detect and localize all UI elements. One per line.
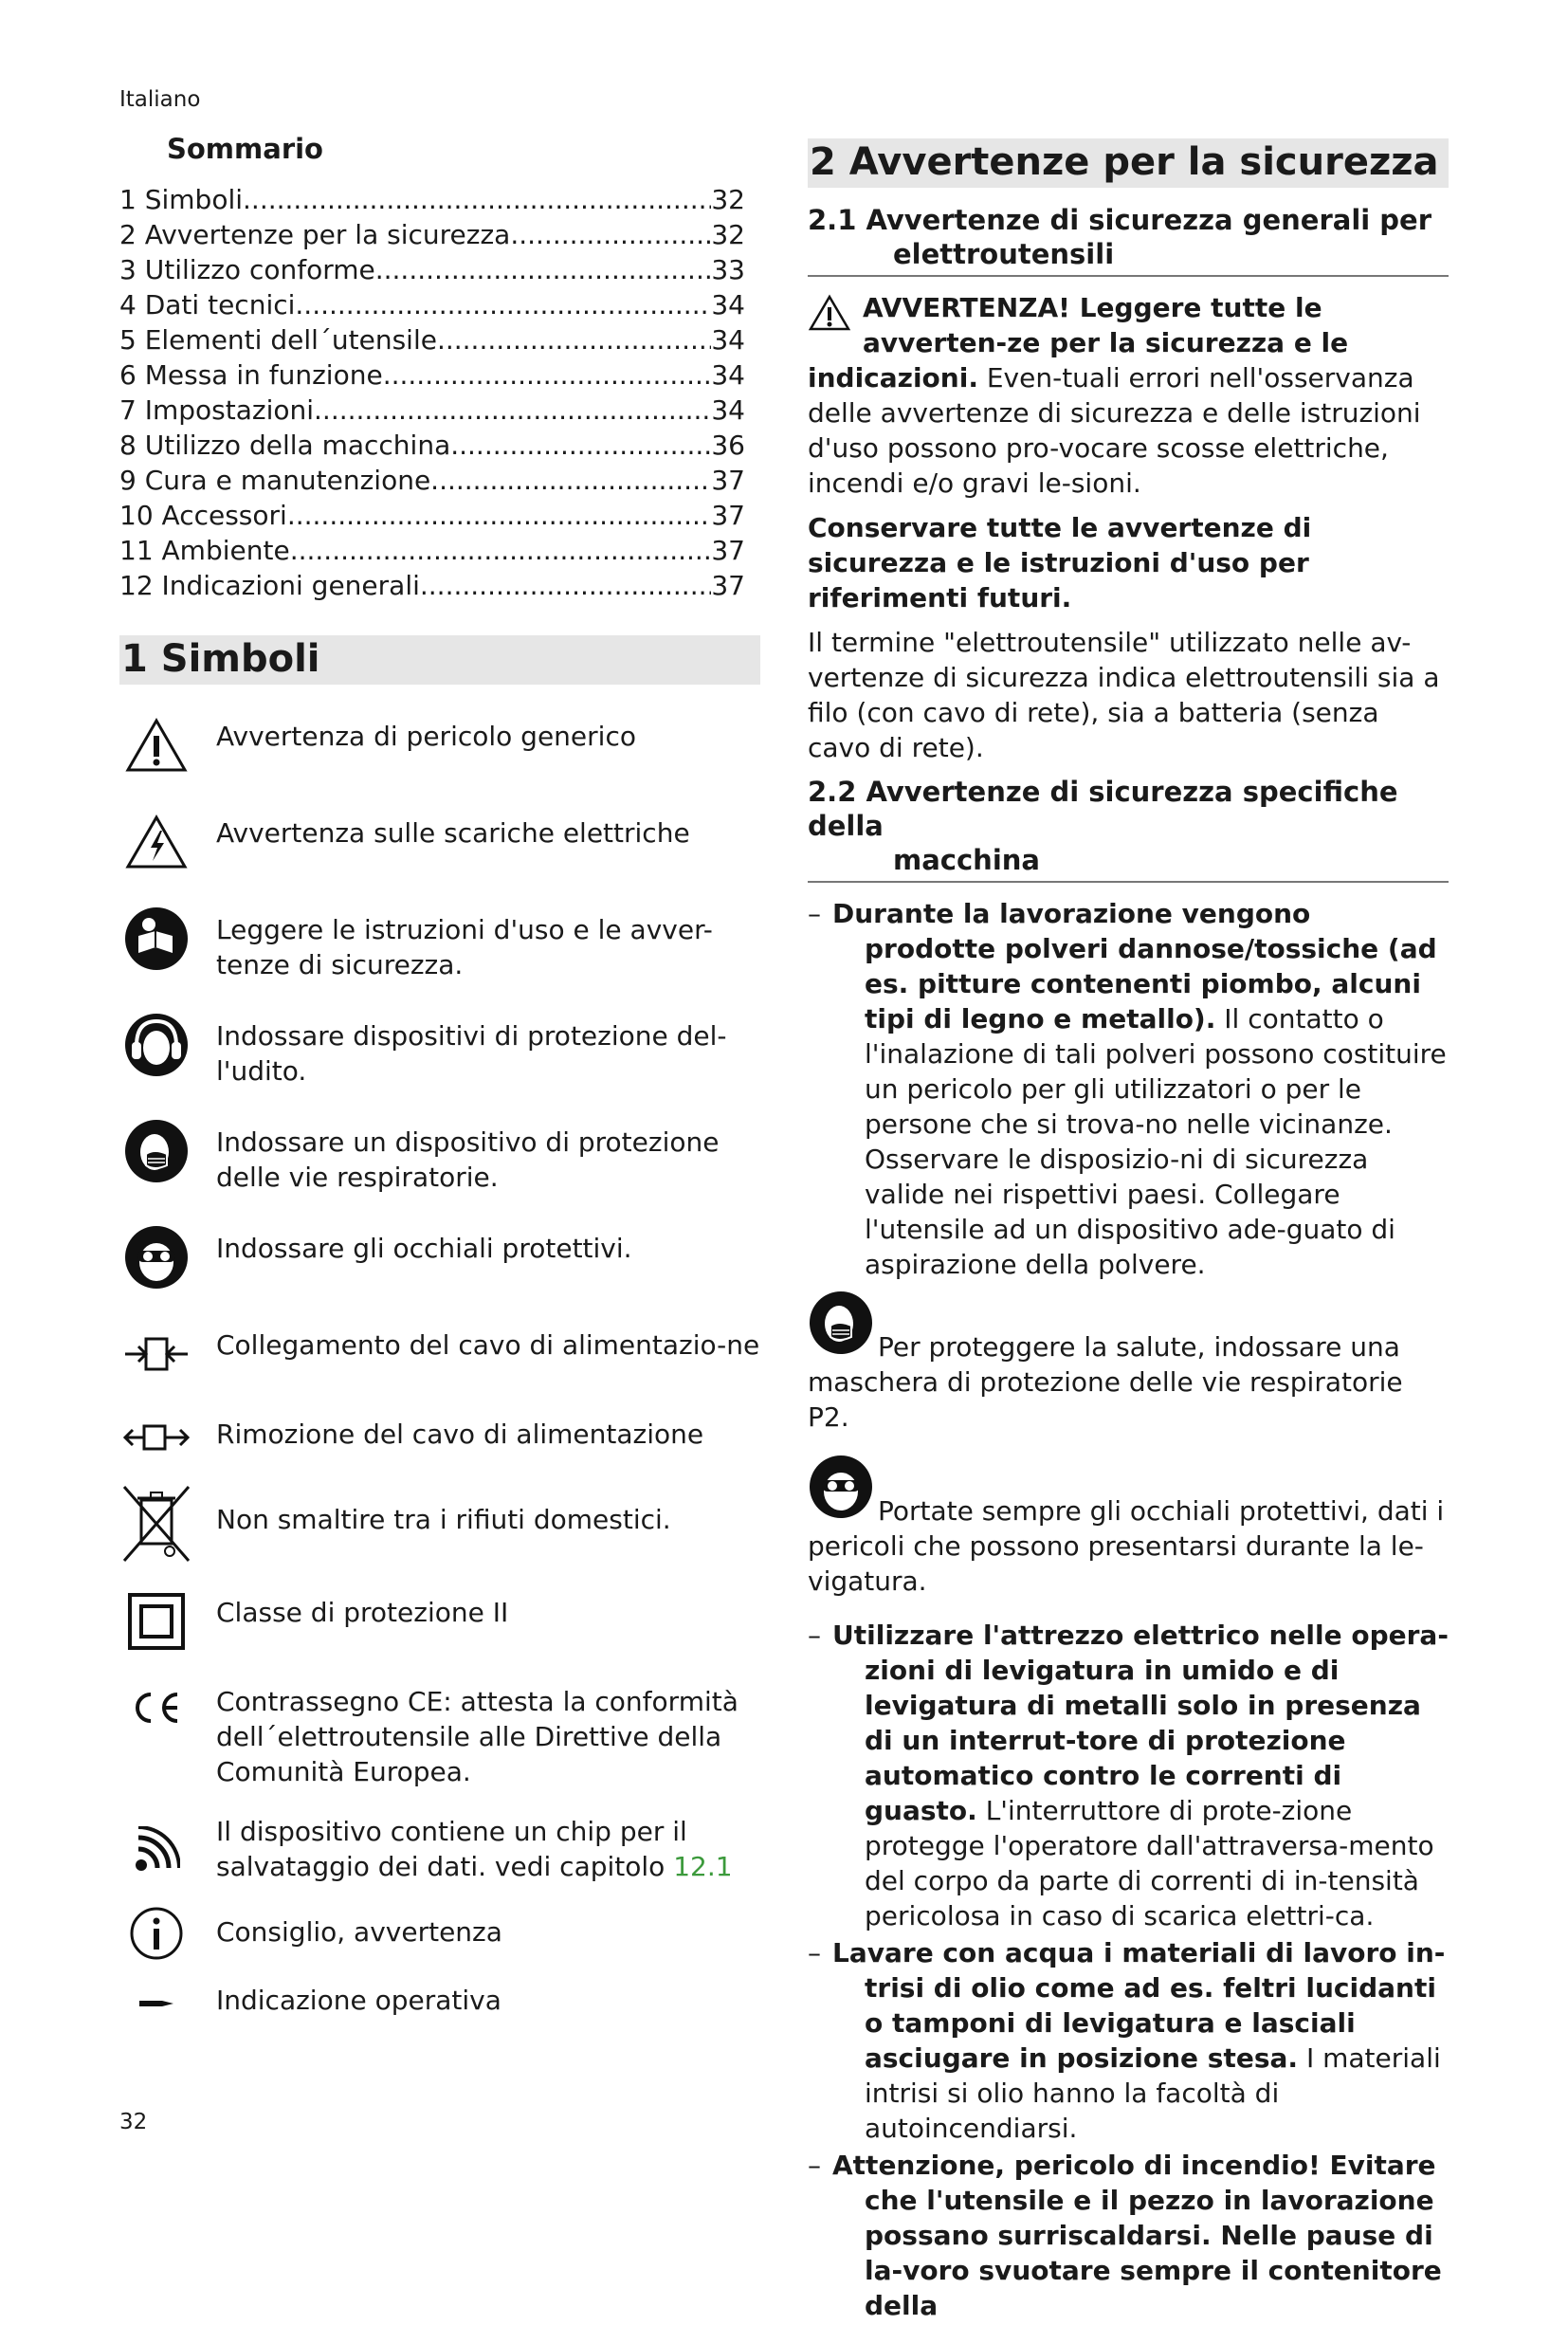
toc-entry-page: 37: [711, 570, 745, 601]
toc-entry-title: 4 Dati tecnici: [119, 289, 296, 320]
read-manual-icon: [119, 905, 193, 973]
symbol-row: [119, 1223, 760, 1291]
symbol-description: [216, 1814, 760, 1884]
symbol-row: [119, 1117, 760, 1195]
toc-entry[interactable]: [119, 217, 745, 252]
toc-leader-dots: [375, 252, 712, 287]
ce-mark-icon: [119, 1684, 193, 1731]
toc-leader-dots: [430, 463, 711, 498]
toc-leader-dots: [243, 182, 711, 217]
section-heading-safety: 2 Avvertenze per la sicurezza: [808, 138, 1449, 188]
symbols-list: [119, 711, 760, 2040]
toc-entry-page: 37: [711, 535, 745, 566]
toc-leader-dots: [420, 568, 711, 603]
symbol-row: [119, 1483, 760, 1565]
toc-leader-dots: [450, 428, 711, 463]
toc-entry-title: 2 Avvertenze per la sicurezza: [119, 219, 511, 250]
ear-protection-icon: [119, 1011, 193, 1079]
toc-entry[interactable]: [119, 568, 745, 603]
bullet-item: [808, 1618, 1449, 1933]
toc-entry-page: 34: [711, 394, 745, 426]
warning-bold-text: AVVERTENZA! Leggere tutte le avverten-ze per la sicurezza e le indicazioni.: [808, 292, 1349, 394]
toc-entry[interactable]: [119, 393, 745, 428]
mask-paragraph: [808, 1290, 1449, 1435]
electric-warning-icon: [119, 808, 193, 876]
toc-leader-dots: [383, 357, 712, 393]
symbol-row: [119, 1320, 760, 1388]
subsection-heading-general: [808, 203, 1449, 277]
symbol-description: Indossare dispositivi di protezione del-l'udito.: [216, 1020, 727, 1087]
toc-entry[interactable]: [119, 463, 745, 498]
respiratory-protection-icon: [119, 1117, 193, 1185]
toc-entry-page: 36: [711, 430, 745, 461]
bullet-bold-text: Utilizzare l'attrezzo elettrico nelle opera-zioni di levigatura in umido e di levigatura di metalli solo in presenza di un interrut-tore di protezione automatico contro le correnti di guasto.: [832, 1620, 1449, 1826]
toc-entry-title: 12 Indicazioni generali: [119, 570, 420, 601]
symbol-description: Indossare un dispositivo di protezione delle vie respiratorie.: [216, 1126, 720, 1193]
subsection-heading-machine: [808, 775, 1449, 883]
warning-paragraph: [808, 290, 1449, 501]
symbol-description: Classe di protezione II: [216, 1597, 509, 1628]
warning-triangle-icon: [808, 294, 851, 332]
bullet-dash: –: [808, 1620, 821, 1651]
toc-entry-title: 6 Messa in funzione: [119, 359, 383, 391]
toc-entry-title: 8 Utilizzo della macchina: [119, 430, 451, 461]
toc-entry-page: 32: [711, 219, 745, 250]
warning-text: Even-tuali errori nell'osservanza delle avvertenze di sicurezza e delle istruzioni d'uso possono pro-vocare scosse elettriche, incendi e/o gravi le-sioni.: [808, 362, 1421, 499]
toc-entry[interactable]: [119, 322, 745, 357]
symbol-row: [119, 1814, 760, 1886]
symbol-description: Consiglio, avvertenza: [216, 1916, 502, 1948]
toc-entry-title: 7 Impostazioni: [119, 394, 315, 426]
subsection-heading-line: 2.1 Avvertenze di sicurezza generali per: [808, 204, 1432, 236]
toc-entry-page: 33: [711, 254, 745, 285]
toc-entry-page: 37: [711, 465, 745, 496]
symbol-description: Indossare gli occhiali protettivi.: [216, 1233, 632, 1264]
left-column: [119, 133, 760, 2068]
eye-protection-icon: [808, 1454, 874, 1529]
page-number: 32: [119, 2110, 148, 2134]
symbol-row: [119, 905, 760, 982]
eye-protection-icon: [119, 1223, 193, 1291]
toc-leader-dots: [295, 287, 711, 322]
symbol-description: Rimozione del cavo di alimentazione: [216, 1419, 704, 1450]
respiratory-protection-icon: [808, 1290, 874, 1364]
toc-entry[interactable]: [119, 287, 745, 322]
bullet-bold-text: Durante la lavorazione vengono prodotte polveri dannose/tossiche (ad es. pitture contenenti piombo, alcuni tipi di legno e metallo).: [832, 898, 1437, 1034]
chapter-link[interactable]: 12.1: [673, 1851, 733, 1882]
toc-title: Sommario: [167, 133, 323, 165]
right-column: [808, 138, 1449, 2325]
symbol-description: Leggere le istruzioni d'uso e le avver-tenze di sicurezza.: [216, 914, 713, 980]
toc-entry-page: 34: [711, 289, 745, 320]
goggles-text: Portate sempre gli occhiali protettivi, dati i pericoli che possono presentarsi durante la le-vigatura.: [808, 1495, 1445, 1597]
bullet-item: [808, 1935, 1449, 2146]
bullet-bold-text: Lavare con acqua i materiali di lavoro in-trisi di olio come ad es. feltri lucidanti o tamponi di levigatura e lasciali asciugare in posizione stesa.: [832, 1937, 1446, 2074]
chip-text: Il dispositivo contiene un chip per il salvataggio dei dati. vedi capitolo: [216, 1816, 687, 1882]
symbol-row: [119, 711, 760, 779]
bullet-text: I materiali intrisi si olio hanno la facoltà di autoincendiarsi.: [865, 2042, 1441, 2144]
plug-connect-icon: [119, 1320, 193, 1388]
symbol-description: Non smaltire tra i rifiuti domestici.: [216, 1504, 671, 1535]
symbol-row: [119, 1587, 760, 1656]
symbol-row: [119, 1905, 760, 1962]
symbol-description: Avvertenza sulle scariche elettriche: [216, 817, 690, 849]
toc-entry-title: 1 Simboli: [119, 184, 244, 215]
toc-leader-dots: [437, 322, 711, 357]
bullet-text: Il contatto o l'inalazione di tali polveri possono costituire un pericolo per gli utilizzatori o per le persone che si trova-no nelle vicinanze. Osservare le disposizio-ni di sicurezza valide nei rispettivi paesi. Collegare l'utensile ad un dispositivo ade-guato di aspirazione della polvere.: [865, 1003, 1447, 1280]
toc-entry-title: 5 Elementi dell´utensile: [119, 324, 437, 356]
toc-leader-dots: [290, 533, 712, 568]
symbol-description: Contrassegno CE: attesta la conformità dell´elettroutensile alle Direttive della Comunità Europea.: [216, 1686, 738, 1787]
toc-entry[interactable]: [119, 533, 745, 568]
toc-leader-dots: [287, 498, 712, 533]
protection-class-2-icon: [119, 1587, 193, 1656]
info-icon: [119, 1905, 193, 1962]
toc-entry-page: 34: [711, 359, 745, 391]
data-chip-icon: [119, 1814, 193, 1886]
toc-entry-title: 3 Utilizzo conforme: [119, 254, 375, 285]
mask-text: Per proteggere la salute, indossare una maschera di protezione delle vie respiratorie P2.: [808, 1331, 1403, 1433]
symbol-row: [119, 1011, 760, 1089]
toc-entry[interactable]: [119, 182, 745, 217]
symbol-row: [119, 1983, 760, 2040]
term-definition-text: Il termine "elettroutensile" utilizzato nelle av-vertenze di sicurezza indica elettroutensili sia a filo (con cavo di rete), sia a batteria (senza cavo di rete).: [808, 627, 1440, 763]
bullet-dash: –: [808, 1937, 821, 1968]
toc-entry-page: 37: [711, 500, 745, 531]
goggles-paragraph: [808, 1454, 1449, 1599]
page-language-label: Italiano: [119, 87, 201, 112]
toc-entry[interactable]: [119, 252, 745, 287]
toc-entry[interactable]: [119, 428, 745, 463]
section-heading-symbols: 1 Simboli: [119, 635, 760, 685]
bullet-item: [808, 2148, 1449, 2323]
symbol-row: [119, 1684, 760, 1789]
toc-entry[interactable]: [119, 498, 745, 533]
toc-entry-title: 10 Accessori: [119, 500, 287, 531]
general-warning-icon: [119, 711, 193, 779]
bullet-text: L'interruttore di prote-zione protegge l'operatore dall'attraversa-mento del corpo da parte di correnti di in-tensità pericolosa in caso di scarica elettri-ca.: [865, 1795, 1434, 1931]
no-household-waste-icon: [119, 1483, 193, 1565]
toc-leader-dots: [510, 217, 711, 252]
bullet-item: [808, 896, 1449, 1282]
toc-entry-page: 32: [711, 184, 745, 215]
keep-instructions-text: Conservare tutte le avvertenze di sicurezza e le istruzioni d'uso per riferimenti futuri.: [808, 512, 1312, 613]
toc-entry-title: 9 Cura e manutenzione: [119, 465, 431, 496]
toc-entry-page: 34: [711, 324, 745, 356]
subsection-heading-line: 2.2 Avvertenze di sicurezza specifiche della: [808, 776, 1398, 842]
toc-leader-dots: [314, 393, 711, 428]
arrow-instruction-icon: [119, 1983, 193, 2024]
plug-remove-icon: [119, 1417, 193, 1458]
symbol-description: Indicazione operativa: [216, 1985, 501, 2016]
subsection-heading-line: elettroutensili: [893, 238, 1115, 270]
subsection-heading-line: macchina: [893, 844, 1040, 876]
symbol-row: [119, 1417, 760, 1458]
toc-entry[interactable]: [119, 357, 745, 393]
bullet-dash: –: [808, 898, 821, 929]
bullet-dash: –: [808, 2150, 821, 2181]
symbol-description: Avvertenza di pericolo generico: [216, 721, 636, 752]
table-of-contents: [119, 182, 760, 603]
bullet-bold-text: Attenzione, pericolo di incendio! Evitare che l'utensile e il pezzo in lavorazione possano surriscaldarsi. Nelle pause di la-voro svuotare sempre il contenitore della: [832, 2150, 1442, 2321]
symbol-row: [119, 808, 760, 876]
symbol-description: Collegamento del cavo di alimentazio-ne: [216, 1329, 760, 1361]
toc-entry-title: 11 Ambiente: [119, 535, 290, 566]
